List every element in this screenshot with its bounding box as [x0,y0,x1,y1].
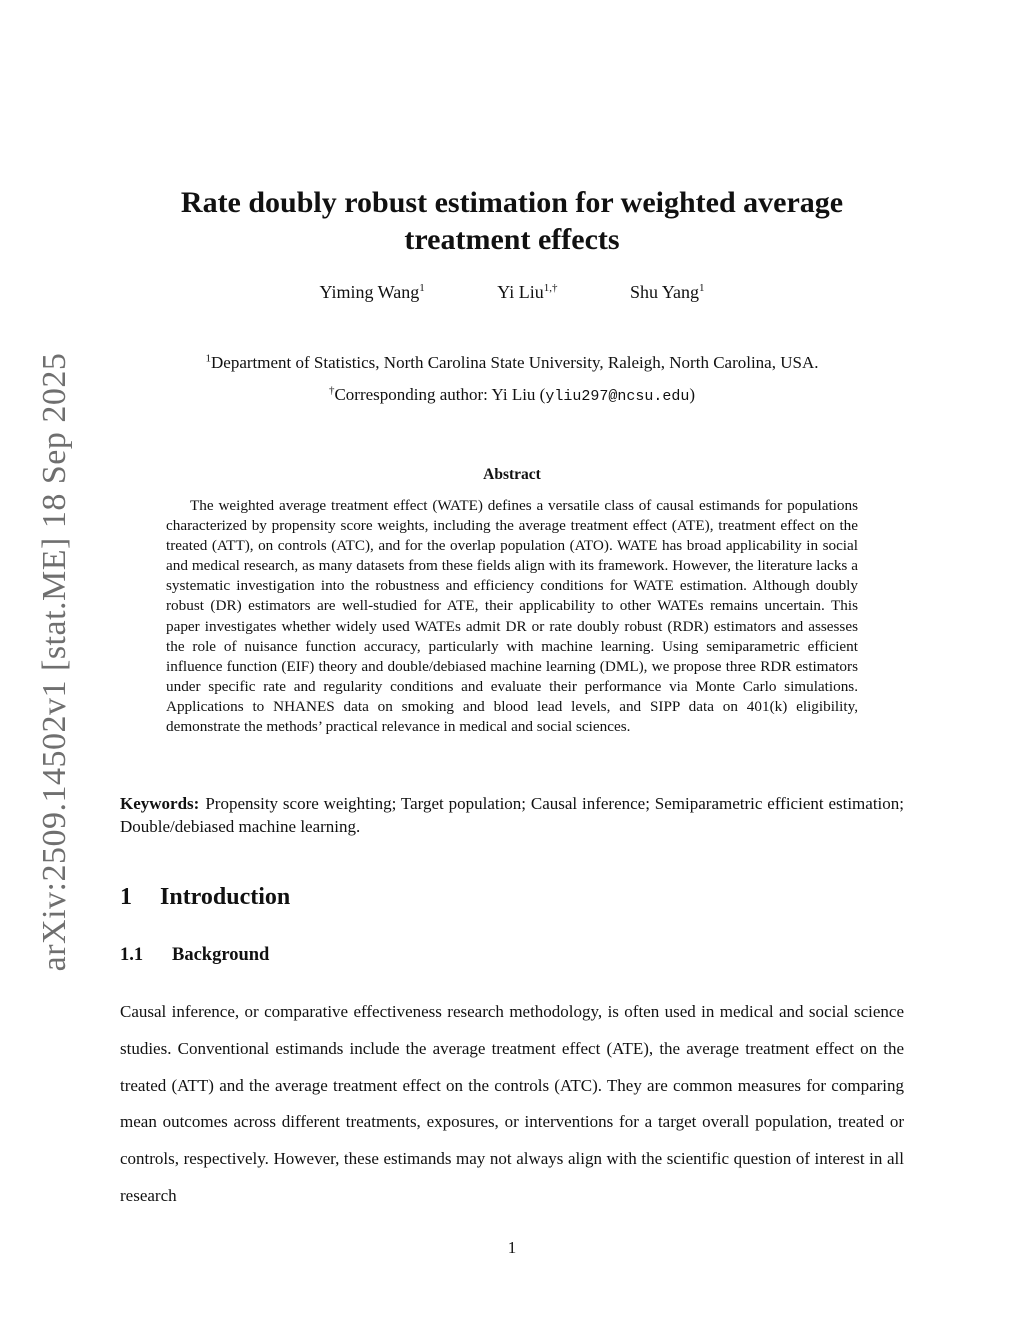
author-name: Shu Yang [629,282,700,302]
author-1 [319,282,424,303]
arxiv-identifier-stamp: arXiv:2509.14502v1 [stat.ME] 18 Sep 2025 [36,352,73,972]
affiliation [120,352,904,374]
corresponding-author [120,384,904,408]
subsection-title: Background [172,945,270,965]
paper-title: Rate doubly robust estimation for weighted average treatment effects [180,186,844,256]
corresponding-mark: † [328,384,335,397]
author-3 [630,282,705,303]
subsection-heading [120,945,269,966]
section-heading [120,884,290,911]
keywords-text: Propensity score weighting; Target population; Causal inference; Semiparametric efficient estimation; Double/debiased machine learning. [120,794,904,836]
section-number: 1 [120,884,132,910]
subsection-number: 1.1 [120,945,144,965]
corresponding-suffix: ) [689,385,696,404]
affiliation-text: Department of Statistics, North Carolina State University, Raleigh, North Carolina, USA. [211,353,819,372]
intro-paragraph: Causal inference, or comparative effectiveness research methodology, is often used in medical and social science studies. Conventional estimands include the average treatment effect (ATE), the average treatment effect on the treated (ATT) and the average treatment effect on the controls (ATC). They are common measures for comparing mean outcomes across different treatments, exposures, or interventions for a target overall population, treated or controls, respectively. However, these estimands may not always align with the scientific question of interest in all research [120,1002,904,1205]
abstract-text: The weighted average treatment effect (WATE) defines a versatile class of causal estimands for populations characterized by propensity score weights, including the average treatment effect (ATE), treatment effect on the treated (ATT), on controls (ATC), and for the overlap population (ATO). WATE has broad applicability in social and medical research, as many datasets from these fields align with its framework. However, the literature lacks a systematic investigation into the robustness and efficiency conditions for WATE estimation. Although doubly robust (DR) estimators are well-studied for ATE, their applicability to other WATEs remains uncertain. This paper investigates whether widely used WATEs admit DR or rate doubly robust (RDR) estimators and assesses the role of nuisance function accuracy, particularly with machine learning. Using semiparametric efficient influence function (EIF) theory and double/debiased machine learning (DML), we propose three RDR estimators under specific rate and regularity conditions and evaluate their performance via Monte Carlo simulations. Applications to NHANES data on smoking and blood lead levels, and SIPP data on 401(k) eligibility, demonstrate the methods’ practical relevance in medical and social sciences. [166,497,858,736]
page-number: 1 [507,1238,517,1257]
author-name: Yi Liu [497,282,544,302]
author-affiliation-mark: 1 [419,282,425,294]
keywords-label: Keywords: [120,794,200,813]
author-list [120,282,904,303]
corresponding-email: yliu297@ncsu.edu [545,388,690,405]
author-affiliation-mark: 1,† [543,282,558,294]
corresponding-prefix: Corresponding author: Yi Liu ( [334,385,546,404]
section-title: Introduction [160,884,291,910]
affiliation-mark: 1 [205,352,211,365]
abstract-heading: Abstract [483,466,541,483]
author-name: Yiming Wang [319,282,420,302]
author-affiliation-mark: 1 [699,282,705,294]
author-2 [497,282,557,303]
keywords [120,792,904,838]
